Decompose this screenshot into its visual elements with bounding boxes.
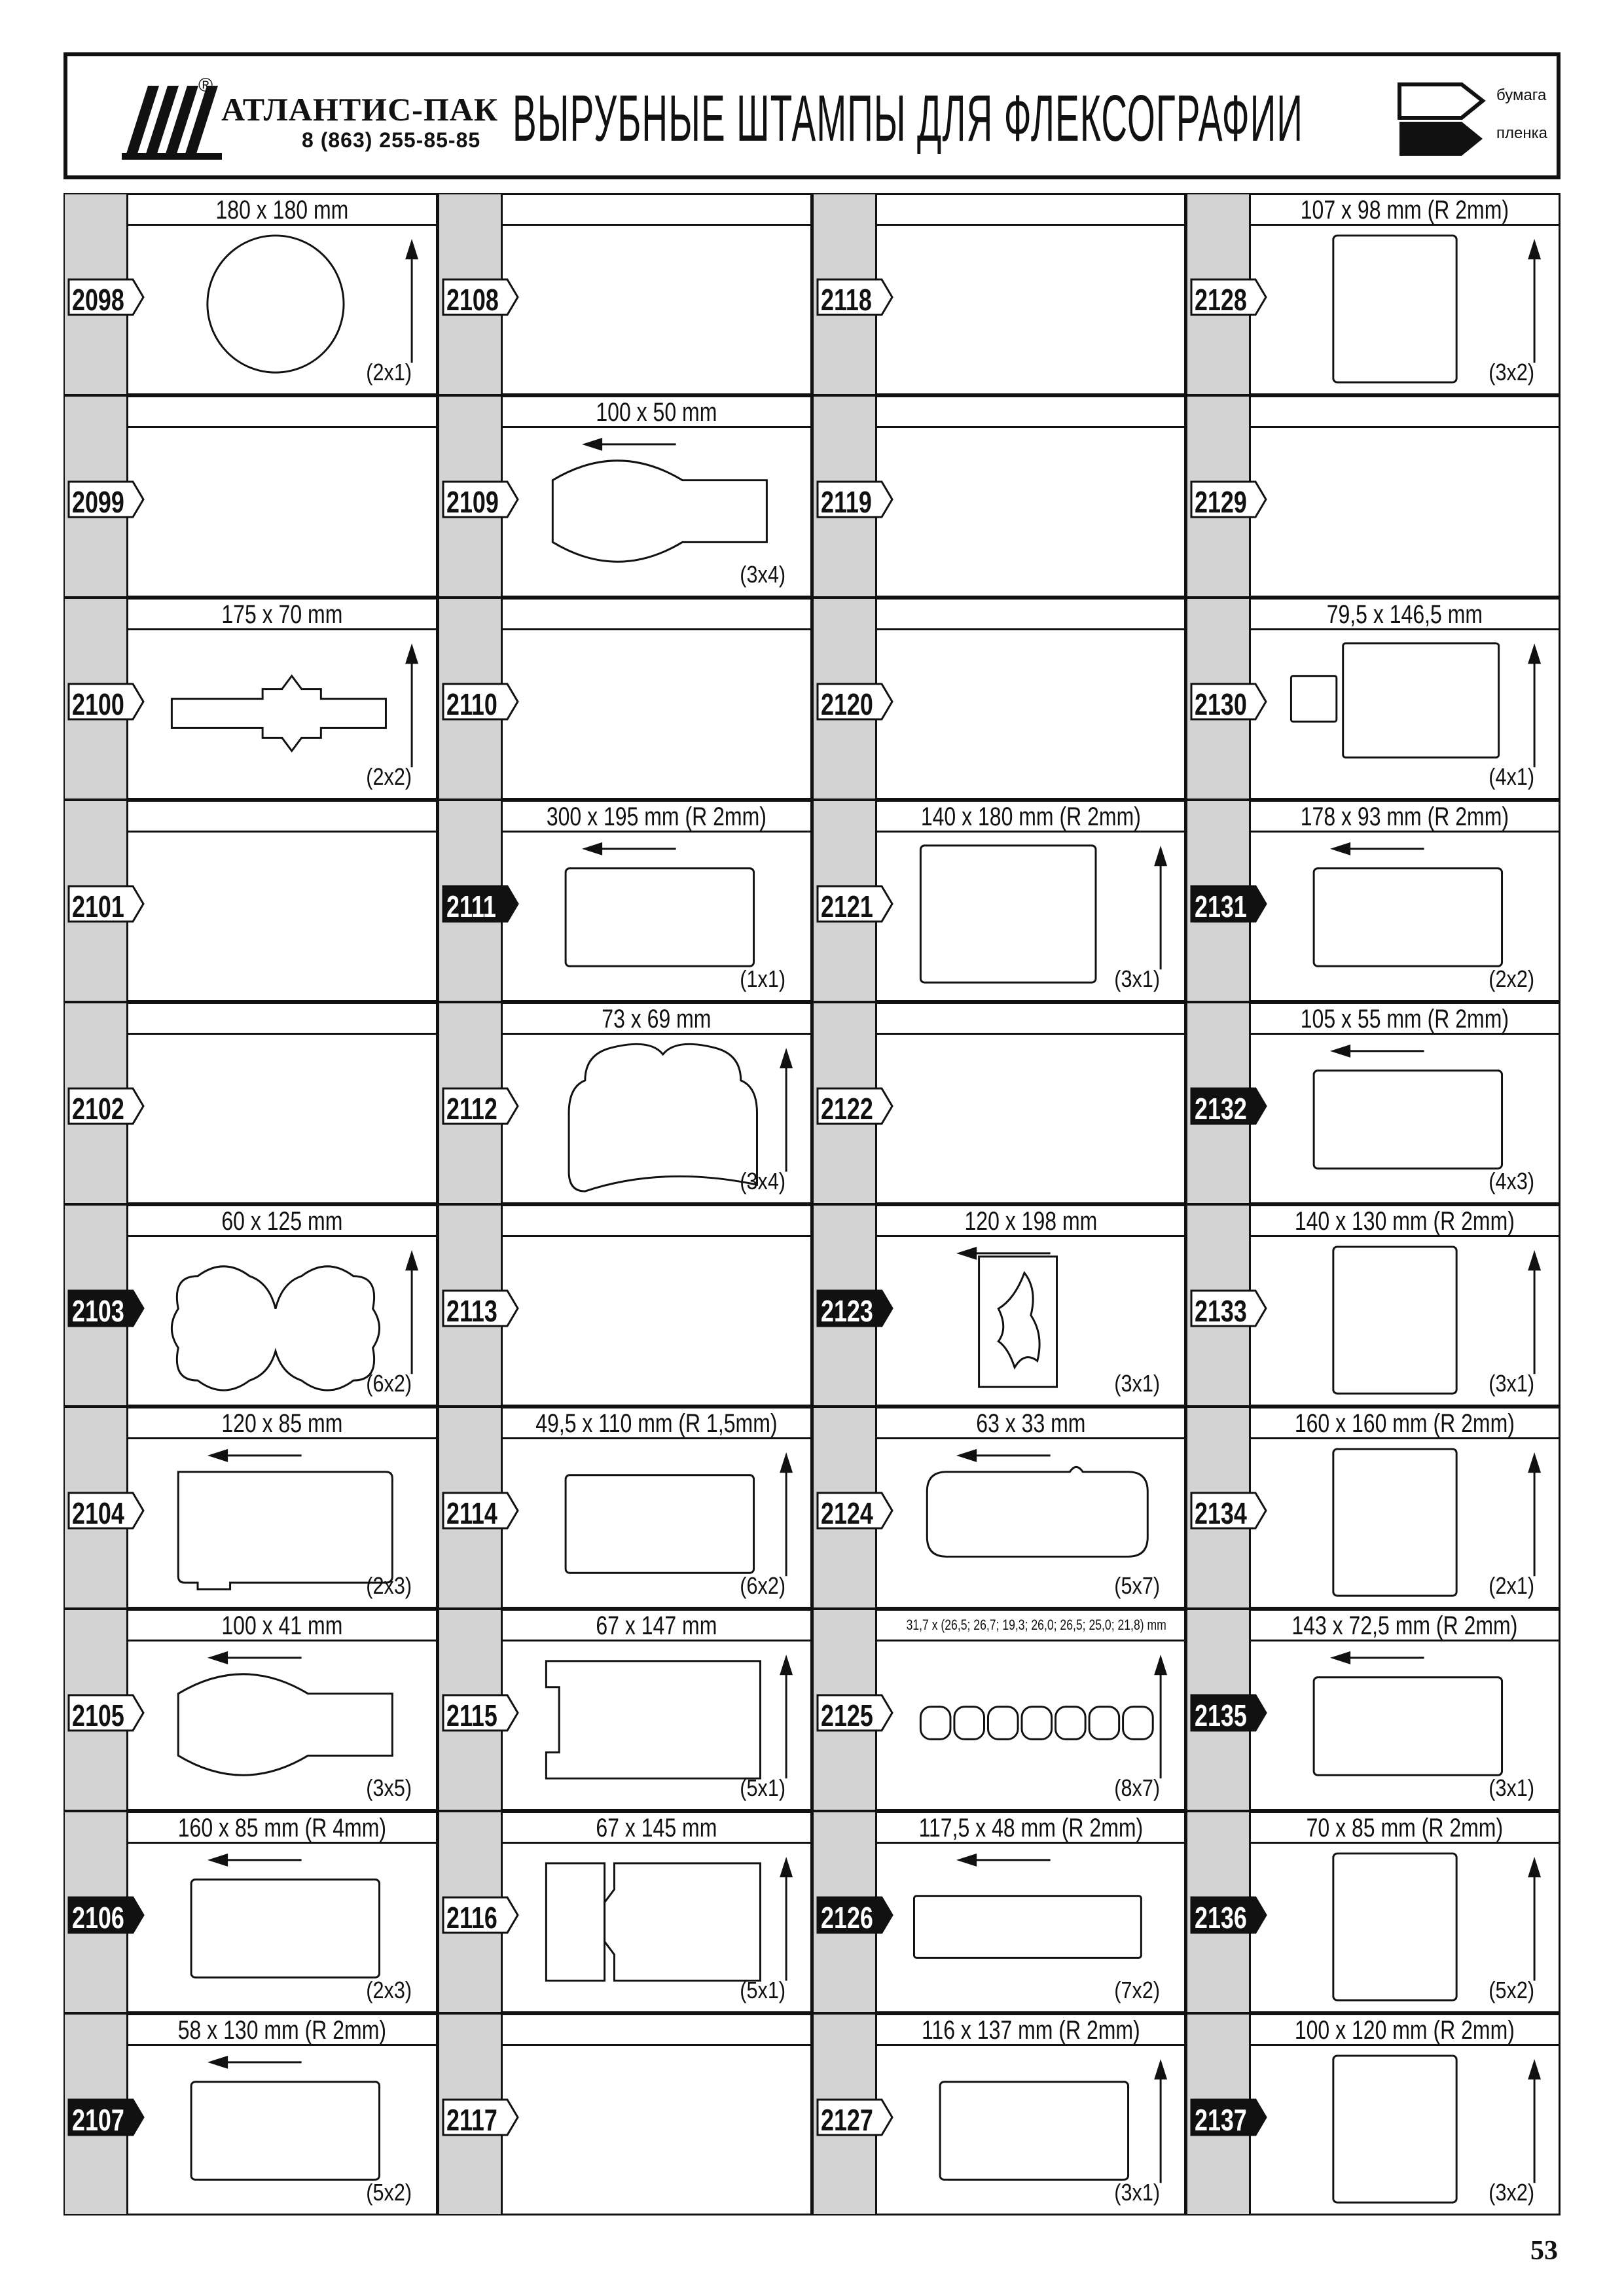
die-drawing-svg bbox=[875, 630, 1187, 800]
die-code: 2100 bbox=[72, 687, 124, 721]
arrow-head bbox=[781, 1051, 791, 1067]
die-dimensions: 300 x 195 mm (R 2mm) bbox=[546, 802, 767, 831]
die-dimensions: 160 x 85 mm (R 4mm) bbox=[177, 1814, 387, 1842]
die-shape bbox=[920, 846, 1096, 982]
die-shape bbox=[914, 1896, 1141, 1958]
die-code: 2117 bbox=[446, 2103, 497, 2137]
arrow-head bbox=[781, 1658, 791, 1674]
die-cell-2103 bbox=[63, 1204, 438, 1407]
die-shape bbox=[940, 2082, 1128, 2179]
die-code: 2135 bbox=[1195, 1698, 1248, 1732]
die-shape bbox=[546, 1661, 760, 1778]
die-dimensions: 140 x 180 mm (R 2mm) bbox=[920, 802, 1141, 831]
die-code: 2102 bbox=[72, 1092, 124, 1126]
die-repeat-layout: (1x1) bbox=[740, 965, 786, 992]
die-shape-cutout bbox=[998, 1273, 1039, 1367]
die-shape bbox=[178, 1472, 392, 1589]
die-code: 2132 bbox=[1195, 1092, 1248, 1126]
die-cell-2120 bbox=[812, 598, 1187, 800]
arrow-head bbox=[406, 242, 417, 259]
die-cell-2118 bbox=[812, 193, 1187, 395]
die-shape bbox=[178, 1674, 392, 1775]
die-dimensions: 100 x 120 mm (R 2mm) bbox=[1295, 2016, 1515, 2045]
die-cell-2133 bbox=[1186, 1204, 1561, 1407]
die-repeat-layout: (5x2) bbox=[366, 2179, 412, 2206]
die-cell-2102 bbox=[63, 1002, 438, 1204]
die-code: 2112 bbox=[446, 1092, 497, 1126]
die-code: 2108 bbox=[446, 283, 499, 317]
die-dimensions: 49,5 x 110 mm (R 1,5mm) bbox=[535, 1409, 778, 1438]
die-drawing-svg bbox=[875, 1035, 1187, 1204]
die-repeat-layout: (3x1) bbox=[1114, 2179, 1161, 2206]
die-cell-2107 bbox=[63, 2013, 438, 2215]
die-shape bbox=[569, 1044, 757, 1191]
die-code: 2134 bbox=[1195, 1496, 1248, 1530]
die-code: 2111 bbox=[446, 889, 496, 924]
die-cell-2122 bbox=[812, 1002, 1187, 1204]
die-repeat-layout: (6x2) bbox=[366, 1370, 412, 1397]
dimension-band bbox=[875, 1002, 1187, 1035]
die-code: 2137 bbox=[1195, 2103, 1248, 2137]
arrow-head bbox=[959, 1855, 975, 1865]
die-code: 2125 bbox=[820, 1698, 873, 1732]
die-shape bbox=[1343, 643, 1499, 757]
die-repeat-layout: (2x3) bbox=[366, 1572, 412, 1599]
die-dimensions: 79,5 x 146,5 mm bbox=[1326, 600, 1483, 629]
die-dimensions: 120 x 198 mm bbox=[964, 1207, 1097, 1236]
die-catalog-grid bbox=[63, 193, 1561, 2215]
die-code: 2130 bbox=[1195, 687, 1248, 721]
die-shape bbox=[208, 236, 344, 372]
die-dimensions: 160 x 160 mm (R 2mm) bbox=[1295, 1409, 1515, 1438]
dimension-band bbox=[875, 598, 1187, 630]
arrow-head bbox=[1155, 849, 1166, 865]
die-repeat-layout: (3x5) bbox=[366, 1774, 412, 1801]
die-shape bbox=[171, 1266, 379, 1390]
die-dimensions: 73 x 69 mm bbox=[602, 1005, 712, 1033]
die-cell-2132 bbox=[1186, 1002, 1561, 1204]
die-drawing-svg bbox=[501, 226, 812, 395]
die-cell-2135 bbox=[1186, 1609, 1561, 1811]
die-dimensions: 100 x 50 mm bbox=[596, 398, 717, 427]
die-code: 2109 bbox=[446, 485, 499, 519]
die-shape bbox=[191, 2082, 379, 2179]
die-shape-small bbox=[1291, 676, 1337, 722]
die-code: 2103 bbox=[72, 1294, 124, 1328]
die-dimensions: 58 x 130 mm (R 2mm) bbox=[177, 2016, 387, 2045]
arrow-head bbox=[211, 1855, 227, 1865]
die-code: 2115 bbox=[446, 1698, 497, 1732]
dimension-band bbox=[501, 1204, 812, 1237]
die-shape-link bbox=[1089, 1707, 1119, 1740]
die-drawing bbox=[875, 226, 1187, 395]
dimension-band bbox=[875, 395, 1187, 428]
die-dimensions: 60 x 125 mm bbox=[221, 1207, 343, 1236]
die-code: 2124 bbox=[820, 1496, 873, 1530]
page-title: ВЫРУБНЫЕ ШТАМПЫ ДЛЯ ФЛЕКСОГРАФИИ bbox=[513, 82, 1303, 155]
arrow-head bbox=[1529, 1253, 1540, 1270]
dimension-band bbox=[501, 598, 812, 630]
die-cell-2112 bbox=[438, 1002, 812, 1204]
die-drawing bbox=[875, 428, 1187, 598]
die-cell-2127 bbox=[812, 2013, 1187, 2215]
die-shape-link bbox=[1055, 1707, 1085, 1740]
arrow-head bbox=[1333, 1653, 1350, 1663]
die-code: 2129 bbox=[1195, 485, 1248, 519]
die-drawing-svg bbox=[126, 1035, 438, 1204]
arrow-head bbox=[211, 1450, 227, 1461]
die-repeat-layout: (4x3) bbox=[1489, 1168, 1534, 1194]
die-shape-link bbox=[988, 1707, 1018, 1740]
die-code: 2107 bbox=[72, 2103, 124, 2137]
die-cell-2121 bbox=[812, 800, 1187, 1002]
company-name: АТЛАНТИС-ПАК bbox=[221, 91, 499, 128]
die-cell-2119 bbox=[812, 395, 1187, 598]
arrow-head bbox=[211, 2057, 227, 2068]
die-cell-2125 bbox=[812, 1609, 1187, 1811]
die-shape bbox=[1333, 236, 1456, 382]
die-cell-2101 bbox=[63, 800, 438, 1002]
arrow-head bbox=[1155, 2062, 1166, 2079]
die-drawing bbox=[501, 2046, 812, 2215]
die-cell-2116 bbox=[438, 1811, 812, 2013]
arrow-head bbox=[211, 1653, 227, 1663]
die-code: 2110 bbox=[446, 687, 497, 721]
die-drawing bbox=[875, 1035, 1187, 1204]
die-dimensions: 100 x 41 mm bbox=[221, 1611, 343, 1640]
die-code: 2128 bbox=[1195, 283, 1248, 317]
die-code: 2118 bbox=[820, 283, 872, 317]
die-dimensions: 120 x 85 mm bbox=[221, 1409, 343, 1438]
die-shape-link bbox=[1021, 1707, 1051, 1740]
die-dimensions: 31,7 x (26,5; 26,7; 19,3; 26,0; 26,5; 25,0; 21,8) mm bbox=[906, 1617, 1166, 1633]
die-code: 2121 bbox=[820, 889, 873, 924]
arrow-head bbox=[406, 647, 417, 663]
die-shape bbox=[1333, 1854, 1456, 2000]
die-shape bbox=[566, 869, 753, 966]
arrow-head bbox=[781, 1860, 791, 1876]
page-number: 53 bbox=[1530, 2236, 1558, 2266]
die-code: 2113 bbox=[446, 1294, 497, 1328]
die-cell-2123 bbox=[812, 1204, 1187, 1407]
dimension-band bbox=[126, 1002, 438, 1035]
die-drawing-svg bbox=[126, 428, 438, 598]
die-code: 2122 bbox=[820, 1092, 873, 1126]
die-cell-2115 bbox=[438, 1609, 812, 1811]
die-repeat-layout: (3x2) bbox=[1489, 359, 1534, 386]
die-code: 2114 bbox=[446, 1496, 497, 1530]
die-code: 2131 bbox=[1195, 889, 1248, 924]
die-code: 2099 bbox=[72, 485, 124, 519]
die-repeat-layout: (3x4) bbox=[740, 1168, 786, 1194]
die-dimensions: 67 x 145 mm bbox=[596, 1814, 717, 1842]
die-cell-2108 bbox=[438, 193, 812, 395]
arrow-head bbox=[1529, 242, 1540, 259]
dimension-band bbox=[126, 395, 438, 428]
die-drawing bbox=[501, 630, 812, 800]
die-dimensions: 70 x 85 mm (R 2mm) bbox=[1306, 1814, 1504, 1842]
die-shape bbox=[171, 676, 386, 751]
die-dimensions: 180 x 180 mm bbox=[215, 196, 349, 224]
arrow-head bbox=[1333, 844, 1350, 854]
die-drawing-svg bbox=[501, 1237, 812, 1407]
die-repeat-layout: (3x1) bbox=[1489, 1370, 1534, 1397]
die-dimensions: 175 x 70 mm bbox=[221, 600, 343, 629]
die-dimensions: 140 x 130 mm (R 2mm) bbox=[1295, 1207, 1515, 1236]
dimension-band bbox=[1249, 395, 1561, 428]
die-drawing-svg bbox=[875, 428, 1187, 598]
material-legend-icon bbox=[1396, 81, 1488, 160]
arrow-head bbox=[1529, 1456, 1540, 1472]
die-shape-link bbox=[954, 1707, 984, 1740]
die-repeat-layout: (2x1) bbox=[366, 359, 412, 386]
die-cell-2113 bbox=[438, 1204, 812, 1407]
die-code: 2105 bbox=[72, 1698, 124, 1732]
arrow-head bbox=[781, 1456, 791, 1472]
die-repeat-layout: (2x2) bbox=[1489, 965, 1534, 992]
die-shape-link bbox=[920, 1707, 950, 1740]
dimension-band bbox=[501, 193, 812, 226]
die-code: 2120 bbox=[820, 687, 873, 721]
die-drawing-svg bbox=[1249, 428, 1561, 598]
die-repeat-layout: (2x2) bbox=[366, 763, 412, 790]
arrow-head bbox=[1529, 1860, 1540, 1876]
die-code: 2127 bbox=[820, 2103, 873, 2137]
die-code: 2123 bbox=[820, 1294, 873, 1328]
dimension-band bbox=[501, 2013, 812, 2046]
arrow-head bbox=[959, 1248, 975, 1259]
die-cell-2134 bbox=[1186, 1407, 1561, 1609]
arrow-head bbox=[406, 1253, 417, 1270]
die-repeat-layout: (5x1) bbox=[740, 1774, 786, 1801]
registered-mark: ® bbox=[198, 75, 213, 96]
die-shape bbox=[552, 461, 767, 562]
die-cell-2111 bbox=[438, 800, 812, 1002]
die-drawing bbox=[126, 428, 438, 598]
legend-film-label: пленка bbox=[1496, 124, 1547, 142]
die-shape bbox=[566, 1475, 753, 1573]
die-shape bbox=[1314, 1071, 1502, 1168]
die-drawing bbox=[875, 630, 1187, 800]
die-shape bbox=[1333, 2056, 1456, 2202]
die-drawing bbox=[126, 1035, 438, 1204]
die-cell-2124 bbox=[812, 1407, 1187, 1609]
company-phone: 8 (863) 255-85-85 bbox=[302, 128, 481, 152]
die-dimensions: 117,5 x 48 mm (R 2mm) bbox=[918, 1814, 1143, 1842]
die-cell-2100 bbox=[63, 598, 438, 800]
die-cell-2137 bbox=[1186, 2013, 1561, 2215]
die-shape bbox=[1333, 1449, 1456, 1596]
arrow-head bbox=[1529, 647, 1540, 663]
die-dimensions: 67 x 147 mm bbox=[596, 1611, 717, 1640]
die-cell-2098 bbox=[63, 193, 438, 395]
die-code: 2106 bbox=[72, 1901, 124, 1935]
die-drawing-svg bbox=[501, 630, 812, 800]
die-drawing bbox=[126, 833, 438, 1002]
die-drawing bbox=[501, 1237, 812, 1407]
die-cell-2106 bbox=[63, 1811, 438, 2013]
die-cell-2117 bbox=[438, 2013, 812, 2215]
die-drawing bbox=[1249, 428, 1561, 598]
die-repeat-layout: (7x2) bbox=[1114, 1977, 1161, 2003]
legend-paper-label: бумага bbox=[1496, 86, 1547, 104]
die-shape bbox=[1314, 1677, 1502, 1775]
page-header bbox=[63, 52, 1561, 179]
die-dimensions: 107 x 98 mm (R 2mm) bbox=[1300, 196, 1509, 224]
die-cell-2109 bbox=[438, 395, 812, 598]
die-repeat-layout: (2x1) bbox=[1489, 1572, 1534, 1599]
die-repeat-layout: (3x1) bbox=[1489, 1774, 1534, 1801]
die-repeat-layout: (3x1) bbox=[1114, 965, 1161, 992]
die-repeat-layout: (5x1) bbox=[740, 1977, 786, 2003]
die-code: 2126 bbox=[820, 1901, 873, 1935]
die-drawing-svg bbox=[126, 833, 438, 1002]
die-cell-2110 bbox=[438, 598, 812, 800]
die-code: 2104 bbox=[72, 1496, 124, 1530]
arrow-head bbox=[1529, 2062, 1540, 2079]
die-shape bbox=[979, 1257, 1056, 1387]
die-dimensions: 105 x 55 mm (R 2mm) bbox=[1300, 1005, 1509, 1033]
die-code: 2116 bbox=[446, 1901, 497, 1935]
die-cell-2128 bbox=[1186, 193, 1561, 395]
die-dimensions: 143 x 72,5 mm (R 2mm) bbox=[1291, 1611, 1518, 1640]
dimension-band bbox=[875, 193, 1187, 226]
die-code: 2136 bbox=[1195, 1901, 1248, 1935]
die-shape-link bbox=[1123, 1707, 1153, 1740]
die-cell-2114 bbox=[438, 1407, 812, 1609]
die-shape bbox=[1333, 1247, 1456, 1393]
die-repeat-layout: (5x2) bbox=[1489, 1977, 1534, 2003]
die-repeat-layout: (4x1) bbox=[1489, 763, 1534, 790]
die-drawing-svg bbox=[501, 2046, 812, 2215]
die-repeat-layout: (6x2) bbox=[740, 1572, 786, 1599]
die-cell-2136 bbox=[1186, 1811, 1561, 2013]
die-repeat-layout: (5x7) bbox=[1114, 1572, 1161, 1599]
die-drawing bbox=[501, 226, 812, 395]
die-dimensions: 63 x 33 mm bbox=[975, 1409, 1085, 1438]
die-cell-2131 bbox=[1186, 800, 1561, 1002]
die-repeat-layout: (8x7) bbox=[1114, 1774, 1161, 1801]
die-repeat-layout: (2x3) bbox=[366, 1977, 412, 2003]
die-repeat-layout: (3x1) bbox=[1114, 1370, 1161, 1397]
die-code: 2098 bbox=[72, 283, 124, 317]
die-shape bbox=[546, 1863, 604, 1981]
die-shape bbox=[927, 1467, 1147, 1556]
die-shape-part bbox=[604, 1863, 760, 1981]
arrow-head bbox=[585, 844, 602, 854]
arrow-head bbox=[1333, 1046, 1350, 1056]
arrow-head bbox=[959, 1450, 975, 1461]
die-shape bbox=[191, 1880, 379, 1977]
die-repeat-layout: (3x4) bbox=[740, 561, 786, 588]
die-dimensions: 178 x 93 mm (R 2mm) bbox=[1300, 802, 1509, 831]
die-cell-2105 bbox=[63, 1609, 438, 1811]
die-shape bbox=[1314, 869, 1502, 966]
die-cell-2130 bbox=[1186, 598, 1561, 800]
dimension-band bbox=[126, 800, 438, 833]
die-drawing-svg bbox=[875, 226, 1187, 395]
arrow-head bbox=[585, 439, 602, 450]
die-cell-2104 bbox=[63, 1407, 438, 1609]
die-cell-2126 bbox=[812, 1811, 1187, 2013]
die-cell-2129 bbox=[1186, 395, 1561, 598]
die-code: 2101 bbox=[72, 889, 124, 924]
die-dimensions: 116 x 137 mm (R 2mm) bbox=[921, 2016, 1140, 2045]
die-code: 2133 bbox=[1195, 1294, 1248, 1328]
die-cell-2099 bbox=[63, 395, 438, 598]
arrow-head bbox=[1155, 1658, 1166, 1674]
die-code: 2119 bbox=[820, 485, 872, 519]
die-repeat-layout: (3x2) bbox=[1489, 2179, 1534, 2206]
